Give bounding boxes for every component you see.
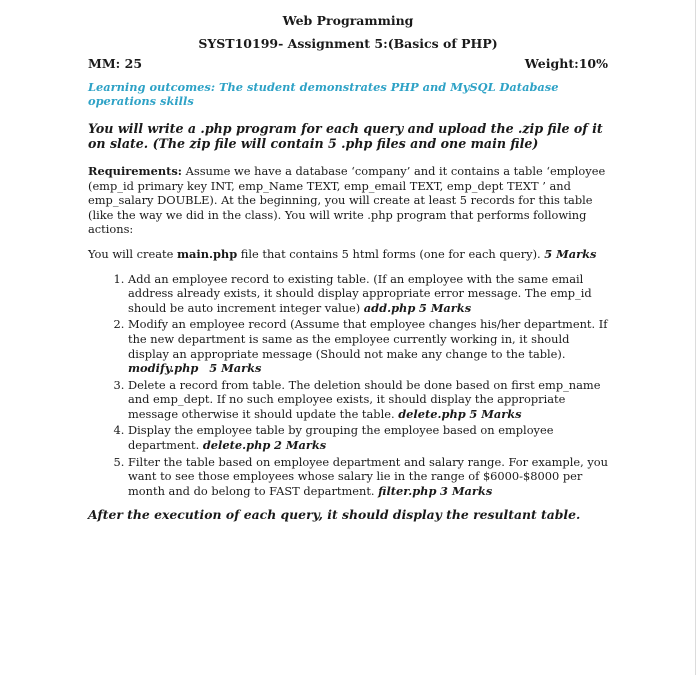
main-file-paragraph: [88, 247, 608, 262]
max-marks: MM: 25: [88, 56, 143, 72]
item-file: add.php: [363, 300, 416, 315]
list-item: [128, 455, 608, 499]
item-marks: 3 Marks: [440, 483, 493, 498]
list-item: [128, 317, 608, 375]
item-text: Add an employee record to existing table. (If an employee with the same email address already exists, it should display appropriate error message. The emp_id should be auto increment integer value): [128, 271, 592, 315]
item-file: filter.php: [378, 483, 437, 498]
learning-outcomes: Learning outcomes: The student demonstrates PHP and MySQL Database operations skills: [88, 79, 559, 109]
item-marks: 5 Marks: [418, 300, 472, 315]
item-text: Modify an employee record (Assume that employee changes his/her department. If the new department is same as the employee currently working in, it should display an appropriate message (Should not make any change to the table).: [128, 317, 608, 361]
requirements-text: Assume we have a database ‘company’ and it contains a table ‘employee (emp_id primary key INT, emp_Name TEXT, emp_email TEXT, emp_dept TEXT ’ and emp_salary DOUBLE). At the beginning, you will create at least 5 records for this table (like the way we did in the class). You will write .php program that performs following actions:: [88, 163, 606, 237]
list-item: [128, 423, 608, 452]
closing-instruction: After the execution of each query, it should display the resultant table.: [88, 507, 581, 523]
item-file: modify.php: [128, 361, 199, 376]
main-file-suffix: file that contains 5 html forms (one for each query).: [237, 246, 545, 261]
list-item: [128, 378, 608, 422]
item-text: Display the employee table by grouping the employee based on employee department.: [128, 423, 554, 453]
main-file-marks: 5 Marks: [544, 246, 597, 261]
item-file: delete.php: [202, 438, 271, 453]
item-marks: 5 Marks: [209, 361, 262, 376]
requirements-label: Requirements:: [88, 163, 182, 178]
course-title: Web Programming: [282, 13, 414, 28]
marks-weight-row: [88, 57, 608, 72]
assignment-document: [88, 14, 608, 523]
list-item: [128, 272, 608, 316]
page-edge-divider: [695, 0, 696, 675]
requirements-paragraph: [88, 164, 608, 237]
weight: Weight:10%: [524, 56, 608, 72]
item-marks: 5 Marks: [469, 406, 522, 421]
assignment-title: SYST10199- Assignment 5:(Basics of PHP): [198, 35, 498, 51]
query-list: [88, 272, 608, 499]
item-text: Delete a record from table. The deletion should be done based on first emp_name and emp_dept. If no such employee exists, it should display the appropriate message otherwise it should update the table.: [128, 377, 601, 421]
main-file-prefix: You will create: [88, 246, 177, 261]
item-file: delete.php: [398, 406, 466, 421]
task-statement: You will write a .php program for each query and upload the .zip file of it on slate. (The zip file will contain 5 .php files and one main file): [88, 120, 603, 152]
main-file-name: main.php: [176, 246, 238, 261]
item-marks: 2 Marks: [273, 438, 327, 453]
item-text: Filter the table based on employee department and salary range. For example, you want to see those employees whose salary lie in the range of $6000-$8000 per month and do belong to FAST department.: [128, 454, 608, 498]
